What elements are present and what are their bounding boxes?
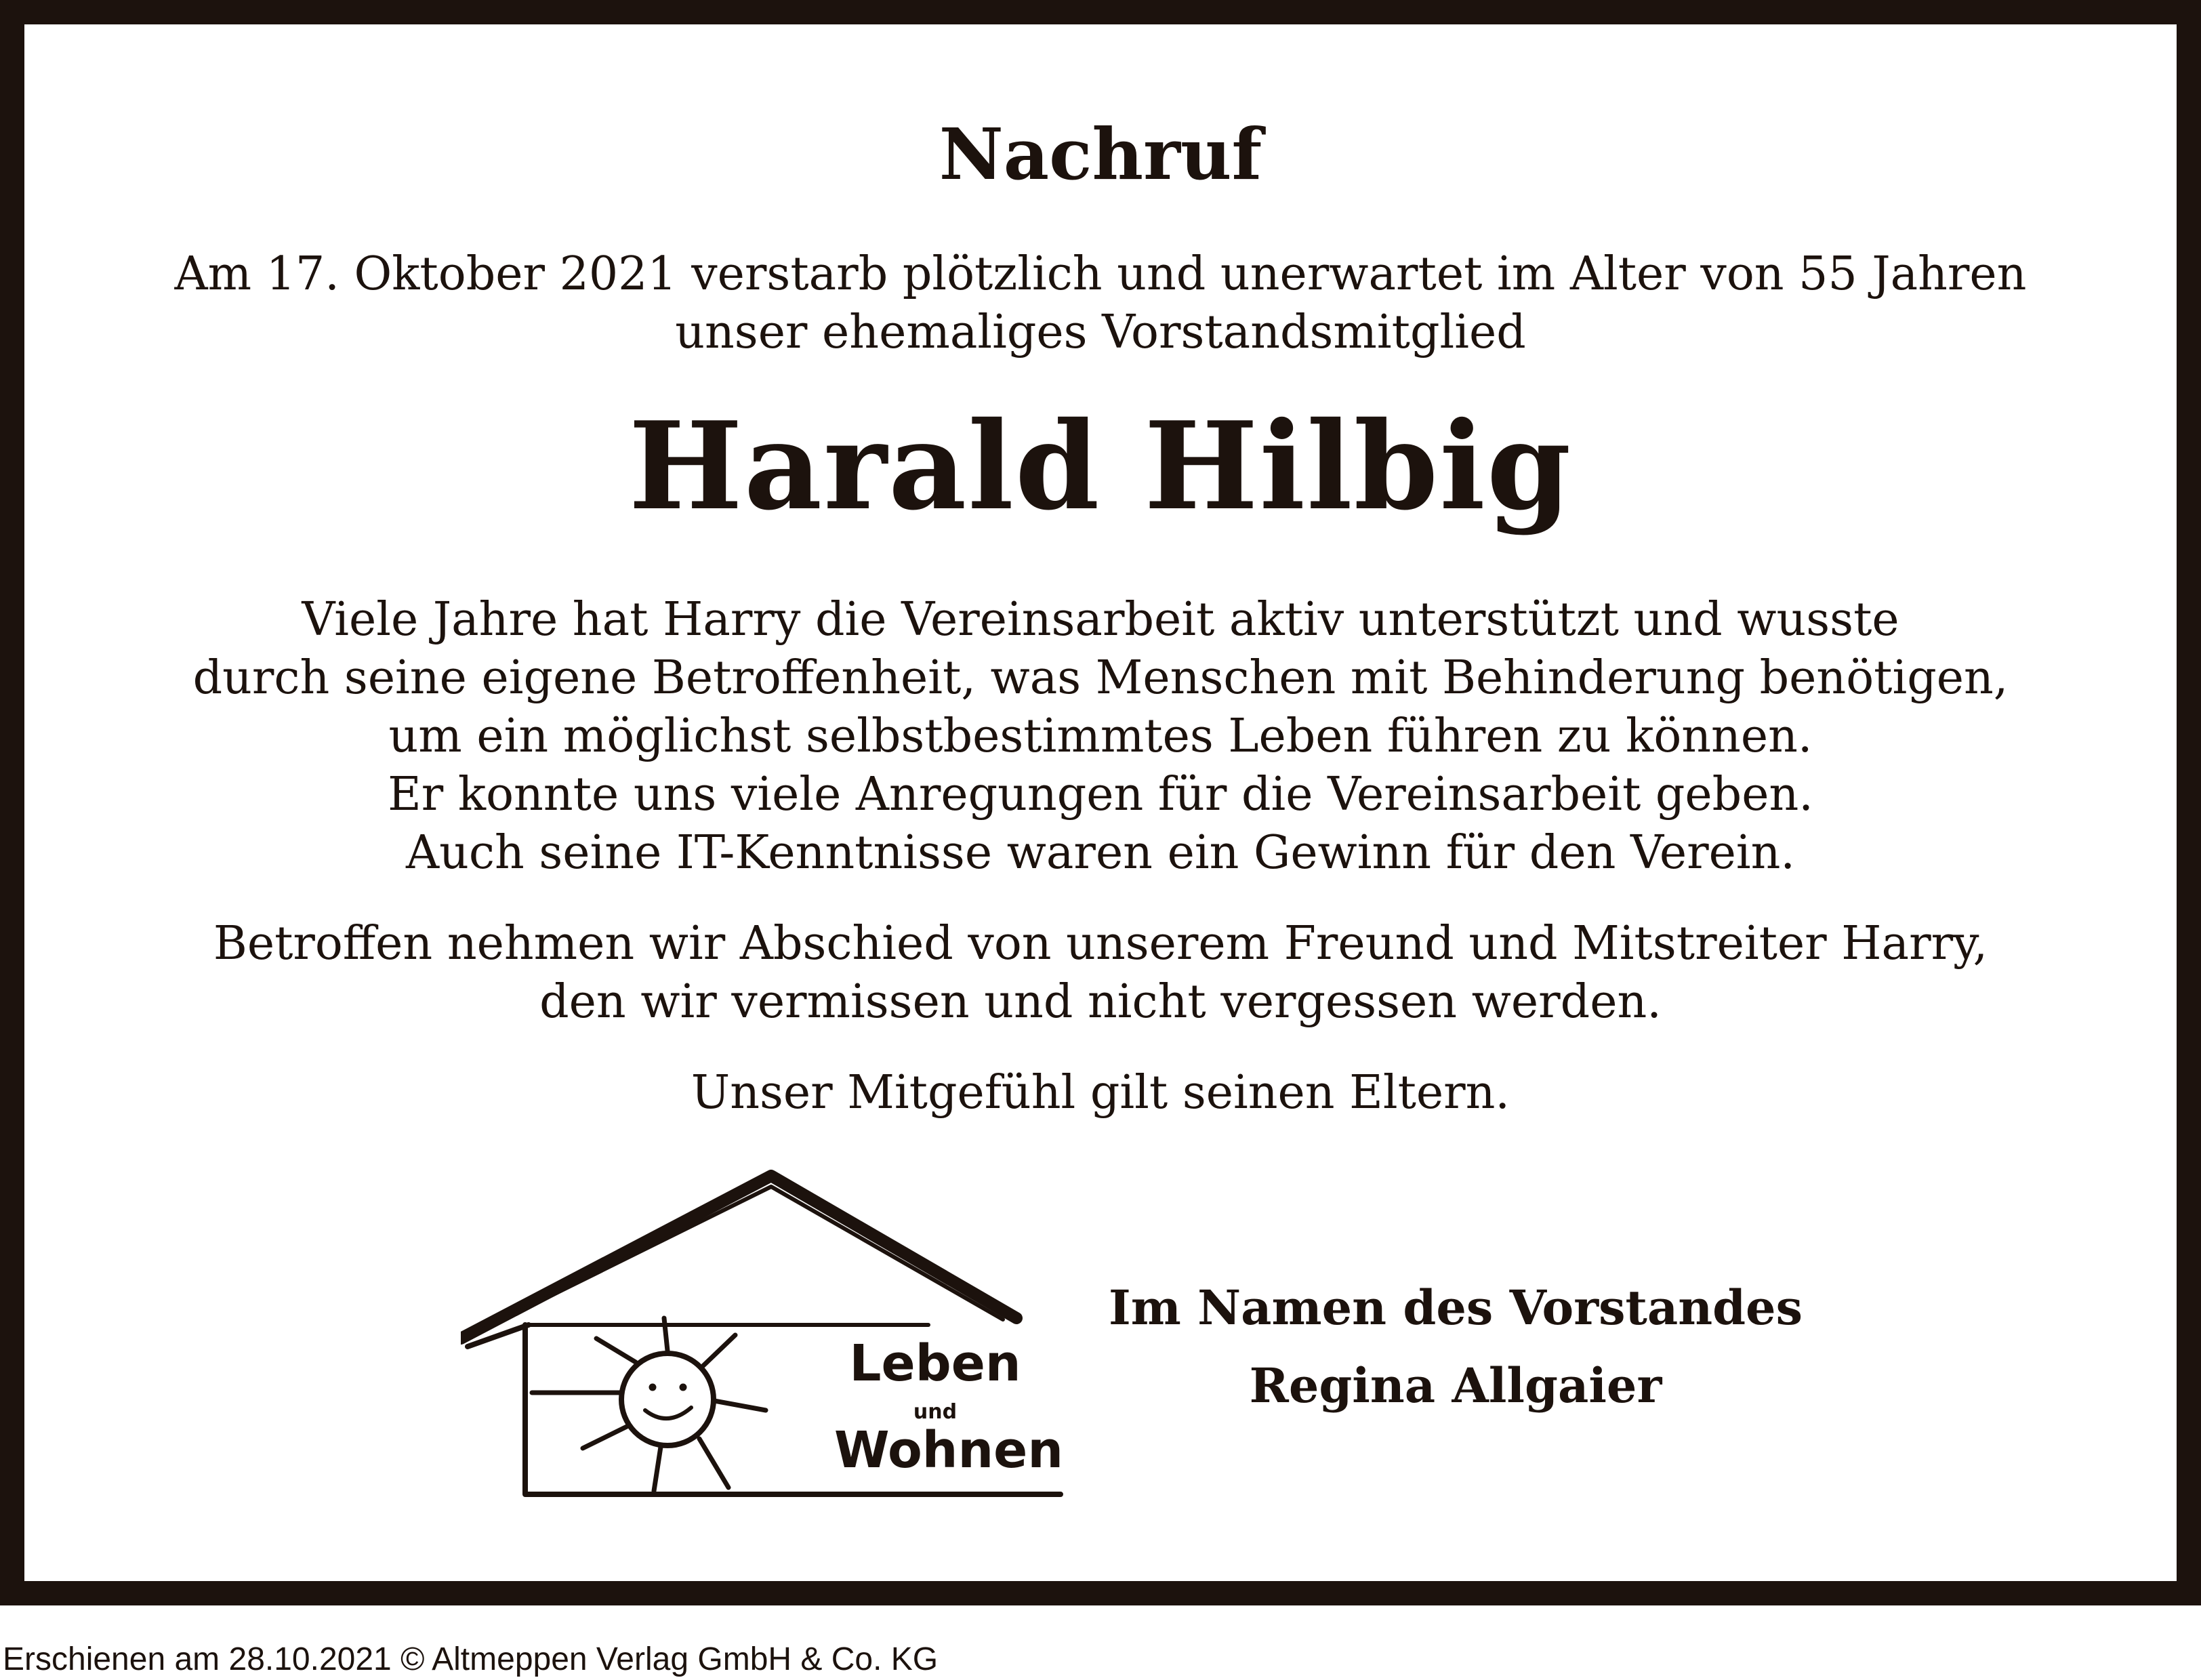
notice-title: Nachruf xyxy=(939,112,1262,196)
paragraph-line: den wir vermissen und nicht vergessen werden. xyxy=(539,975,1662,1029)
paragraph-line: Unser Mitgefühl gilt seinen Eltern. xyxy=(691,1066,1510,1120)
signature-name: Regina Allgaier xyxy=(1249,1357,1662,1414)
paragraph-line: um ein möglichst selbstbestimmtes Leben führen zu können. xyxy=(388,710,1813,763)
signature-line: Im Namen des Vorstandes xyxy=(1109,1279,1803,1336)
logo-text-und: und xyxy=(913,1400,958,1424)
logo-text-wohnen: Wohnen xyxy=(834,1421,1064,1479)
paragraph-line: Viele Jahre hat Harry die Vereinsarbeit aktiv unterstützt und wusste xyxy=(302,593,1899,647)
leben-und-wohnen-logo xyxy=(461,1169,1071,1508)
intro-line: Am 17. Oktober 2021 verstarb plötzlich und unerwartet im Alter von 55 Jahren xyxy=(174,247,2027,301)
deceased-name: Harald Hilbig xyxy=(628,395,1573,537)
logo-text-leben: Leben xyxy=(849,1334,1021,1393)
paragraph-line: Auch seine IT-Kenntnisse waren ein Gewinn für den Verein. xyxy=(406,826,1795,880)
paragraph-line: durch seine eigene Betroffenheit, was Menschen mit Behinderung benötigen, xyxy=(192,651,2009,705)
paragraph-line: Betroffen nehmen wir Abschied von unserem Freund und Mitstreiter Harry, xyxy=(213,917,1988,970)
paragraph-line: Er konnte uns viele Anregungen für die Vereinsarbeit geben. xyxy=(388,768,1813,821)
publication-footer: Erschienen am 28.10.2021 © Altmeppen Verlag GmbH & Co. KG xyxy=(3,1641,939,1677)
intro-line: unser ehemaliges Vorstandsmitglied xyxy=(675,306,1526,359)
